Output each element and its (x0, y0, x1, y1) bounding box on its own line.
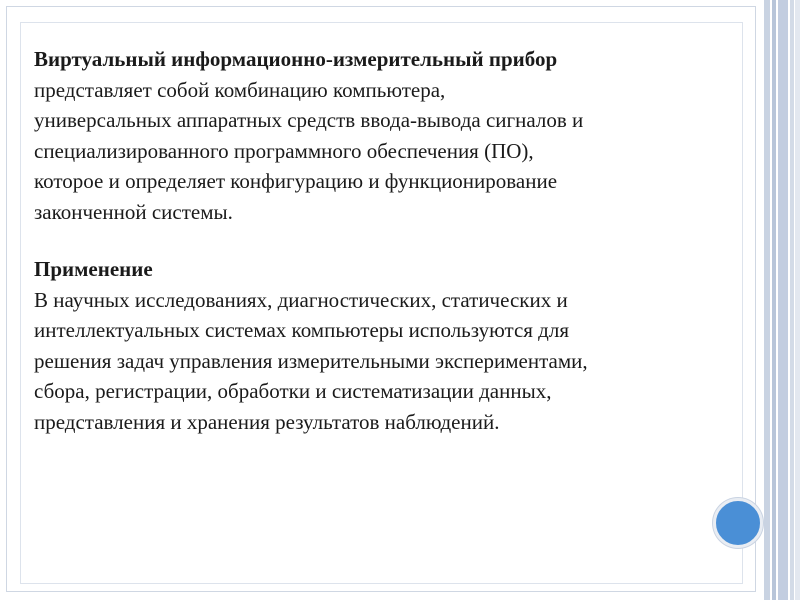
decorative-stripe (778, 0, 788, 600)
application-line: В научных исследованиях, диагностических, статических и (34, 287, 568, 312)
decorative-stripe (772, 0, 776, 600)
application-line: интеллектуальных системах компьютеры используются для (34, 318, 569, 342)
application-line: представления и хранения результатов наблюдений. (34, 409, 500, 434)
application-paragraph (34, 254, 744, 437)
definition-line: которое и определяет конфигурацию и функционирование (34, 169, 558, 193)
definition-line: представляет собой комбинацию компьютера, (34, 77, 446, 102)
decorative-stripe (795, 0, 800, 600)
definition-paragraph (34, 44, 744, 227)
decorative-stripe (790, 0, 794, 600)
slide-body (34, 44, 744, 437)
definition-term: Виртуальный информационно-измерительный прибор (34, 47, 558, 71)
definition-line: законченной системы. (34, 199, 233, 224)
definition-line: специализированного программного обеспечения (ПО), (34, 138, 534, 163)
decorative-circle-icon (713, 498, 763, 548)
definition-line: универсальных аппаратных средств ввода-вывода сигналов и (34, 108, 584, 132)
paragraph-gap (34, 227, 744, 254)
application-line: решения задач управления измерительными экспериментами, (34, 348, 588, 373)
application-line: сбора, регистрации, обработки и систематизации данных, (34, 379, 552, 403)
decorative-stripe (764, 0, 770, 600)
application-heading: Применение (34, 257, 153, 281)
